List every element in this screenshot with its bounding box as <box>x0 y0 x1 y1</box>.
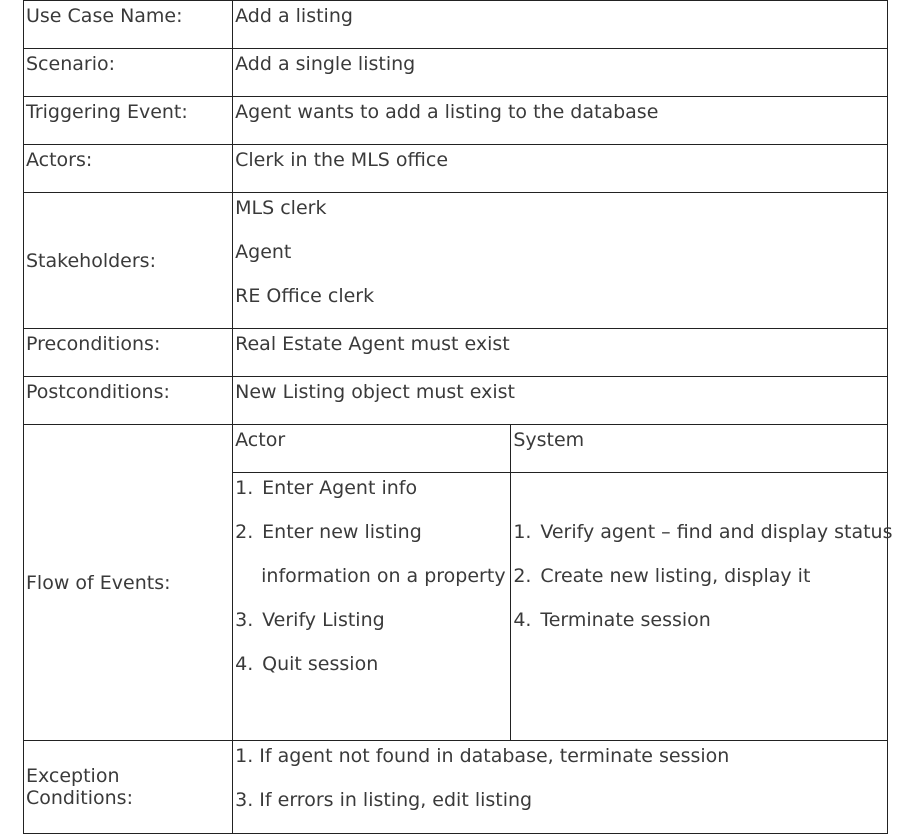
step-text: Enter Agent info <box>262 477 418 499</box>
exception-item: 3. If errors in listing, edit listing <box>235 789 533 811</box>
triggering-event-value: Agent wants to add a listing to the database <box>233 97 888 145</box>
preconditions-label: Preconditions: <box>24 329 233 377</box>
step-text: Verify Listing <box>262 609 385 631</box>
step-number: 1. <box>235 477 254 499</box>
step-text: Terminate session <box>540 609 711 631</box>
step-text: Quit session <box>262 653 379 675</box>
system-column-header: System <box>511 425 888 473</box>
actor-step <box>235 477 508 521</box>
actor-step <box>235 609 508 653</box>
table-row <box>24 425 888 473</box>
stakeholder-item: RE Office clerk <box>235 285 375 307</box>
step-number: 4. <box>235 653 254 675</box>
use-case-name-label: Use Case Name: <box>24 1 233 49</box>
use-case-name-value: Add a listing <box>233 1 888 49</box>
system-step <box>513 521 893 565</box>
stakeholder-item: Agent <box>235 241 292 263</box>
system-steps <box>511 473 893 741</box>
step-text: Verify agent – find and display status <box>540 521 893 543</box>
actor-steps <box>233 473 511 741</box>
exception-item: 1. If agent not found in database, terminate session <box>235 745 730 767</box>
step-number: 1. <box>513 521 532 543</box>
actor-step-continuation <box>235 565 508 609</box>
step-number: 2. <box>513 565 532 587</box>
stakeholders-list <box>233 193 888 329</box>
actors-label: Actors: <box>24 145 233 193</box>
actor-column-header: Actor <box>233 425 511 473</box>
exception-conditions-list <box>233 741 888 834</box>
table-row <box>24 741 888 834</box>
postconditions-label: Postconditions: <box>24 377 233 425</box>
step-number: 4. <box>513 609 532 631</box>
table-row <box>24 145 888 193</box>
table-row <box>24 97 888 145</box>
step-number: 2. <box>235 521 254 543</box>
actor-step <box>235 653 508 675</box>
flow-of-events-label: Flow of Events: <box>24 425 233 741</box>
stakeholder-item: MLS clerk <box>235 197 327 219</box>
triggering-event-label: Triggering Event: <box>24 97 233 145</box>
scenario-label: Scenario: <box>24 49 233 97</box>
exception-conditions-label: Exception Conditions: <box>24 741 233 834</box>
preconditions-value: Real Estate Agent must exist <box>233 329 888 377</box>
system-step <box>513 609 885 631</box>
step-text: Create new listing, display it <box>540 565 811 587</box>
scenario-value: Add a single listing <box>233 49 888 97</box>
system-step <box>513 565 885 609</box>
stakeholders-label: Stakeholders: <box>24 193 233 329</box>
actors-value: Clerk in the MLS office <box>233 145 888 193</box>
table-row <box>24 377 888 425</box>
use-case-table <box>23 0 893 834</box>
table-row <box>24 193 888 329</box>
step-text: Enter new listing <box>262 521 422 543</box>
postconditions-value: New Listing object must exist <box>233 377 888 425</box>
table-row <box>24 49 888 97</box>
step-text: information on a property <box>261 565 506 587</box>
actor-step <box>235 521 508 565</box>
step-number: 3. <box>235 609 254 631</box>
table-row <box>24 1 888 49</box>
table-row <box>24 329 888 377</box>
